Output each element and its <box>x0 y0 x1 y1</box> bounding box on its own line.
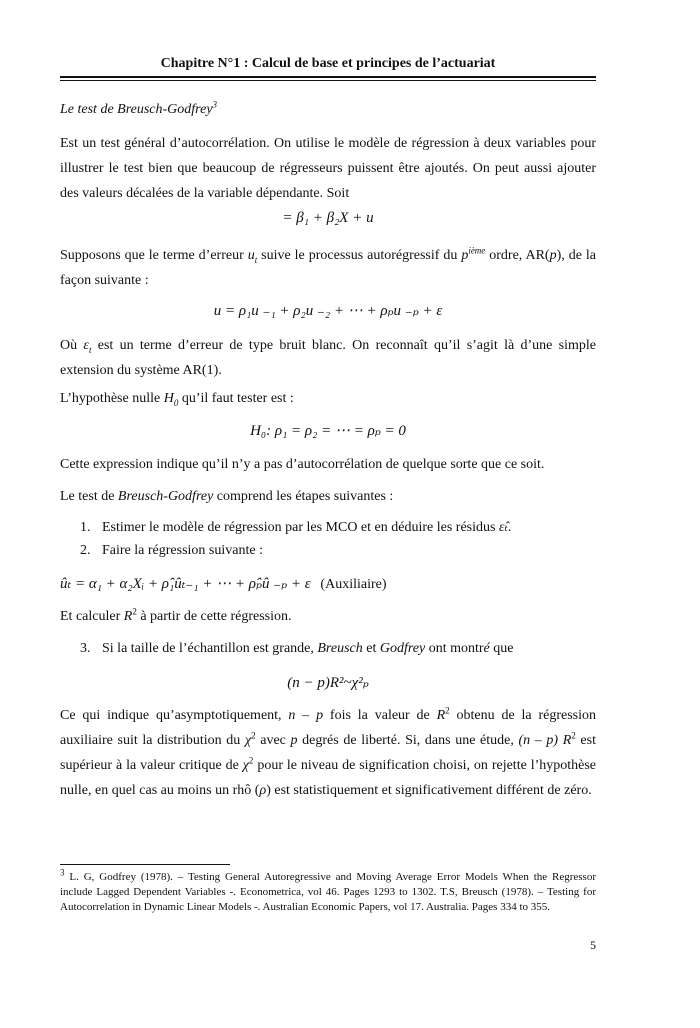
sup-ieme: ième <box>468 245 486 256</box>
var-p: p <box>461 248 469 263</box>
paragraph-null-hypothesis <box>60 386 596 411</box>
text: Le test de <box>60 489 118 504</box>
paragraph-compute-r2 <box>60 604 596 629</box>
list-item <box>80 519 511 536</box>
list-number: 2. <box>80 543 91 558</box>
var-n-minus-p: n – p <box>288 708 324 723</box>
test-name: Breusch-Godfrey <box>117 489 214 504</box>
list-number: 1. <box>80 520 91 535</box>
var-epsilon: ε <box>83 338 89 353</box>
footnote-ref: 3 <box>212 99 218 110</box>
section-title-text: Le test de Breusch-Godfrey <box>60 102 213 117</box>
equation-asymptotic: (n − p)R²~χ²ₚ <box>287 675 369 691</box>
list-number: 3. <box>80 641 91 656</box>
sup-2: 2 <box>132 606 137 617</box>
var-H: H <box>163 391 174 406</box>
text: L’hypothèse nulle <box>60 391 164 406</box>
equation-ar: u = ρ₁u ₋₁ + ρ₂u ₋₂ + ⋯ + ρₚu ₋ₚ + ε <box>213 303 443 319</box>
equation-h0: H₀: ρ₁ = ρ₂ = ⋯ = ρₚ = 0 <box>250 423 406 439</box>
paragraph-intro: Est un test général d’autocorrélation. On utilise le modèle de régression à deux variables pour illustrer le test bien que beaucoup de régresseurs puissent être ajoutés. On peut aussi ajouter des valeurs décalées de la variable dépendante. Soit <box>60 136 596 201</box>
text: ) est statistiquement et significativement différent de zéro. <box>266 783 592 798</box>
paragraph-steps-intro <box>60 484 596 509</box>
text: est un terme d’erreur de type bruit blanc. On reconnaît qu’il s’agit là d’une simple extension du système AR(1). <box>60 338 596 378</box>
text: ), de la façon suivante : <box>60 248 596 288</box>
text: fois la valeur de <box>323 708 437 723</box>
sub-t: t <box>254 254 258 265</box>
text: Si la taille de l’échantillon est grande, <box>102 641 318 656</box>
header-rule-thick <box>60 76 596 78</box>
sub-t: t <box>88 344 92 355</box>
sup-2: 2 <box>248 755 254 766</box>
var-rho: ρ <box>259 783 267 798</box>
var-p: p <box>290 733 298 748</box>
section-title <box>60 97 596 122</box>
text: ont montr <box>425 641 484 656</box>
auxiliary-formula: ûₜ = α₁ + α₂Xᵢ + ρ̂₁ûₜ₋₁ + ⋯ + ρ̂ₚû ₋ₚ + ε <box>60 576 311 592</box>
text: qu’il faut tester est : <box>178 391 294 406</box>
text: comprend les étapes suivantes : <box>213 489 394 504</box>
footnote-text: L. G, Godfrey (1978). – Testing General Autoregressive and Moving Average Error Models When the Regressor include Lagged Dependent Variables -. Econometrica, vol 46. Pages 1293 to 1302. T.S, Breusch (1978). – Testing for Autocorrelation in Dynamic Linear Models -. Australian Economic Papers, vol 17. Australia. Pages 334 to 355. <box>60 871 596 913</box>
text: Où <box>60 338 84 353</box>
list-item <box>80 641 513 657</box>
var-chi: χ <box>242 758 249 773</box>
text: . <box>507 520 512 535</box>
page-number: 5 <box>590 938 596 952</box>
sub-0: 0 <box>173 397 179 408</box>
var-R: R <box>123 609 133 624</box>
text: degrés de liberté. Si, dans une étude, <box>297 733 519 748</box>
auxiliary-label: (Auxiliaire) <box>320 577 387 592</box>
sup-2: 2 <box>445 705 450 716</box>
var-u: u <box>247 248 255 263</box>
text: suive le processus autorégressif du <box>257 248 462 263</box>
equation-model: = β₁ + β₂X + u <box>282 210 374 226</box>
chapter-header: Chapitre N°1 : Calcul de base et principes de l’actuariat <box>160 56 496 71</box>
text: pour le niveau de signification choisi, on rejette l’hypothèse nulle, en quel cas au moins un rhô ( <box>60 758 597 798</box>
paragraph-ar-process <box>60 243 596 293</box>
text: que <box>489 641 514 656</box>
text: é <box>483 641 490 656</box>
paragraph-no-autocorrelation: Cette expression indique qu’il n’y a pas d’autocorrélation de quelque sorte que ce soit. <box>60 457 545 472</box>
footnote-number: 3 <box>60 867 65 878</box>
text: Faire la régression suivante : <box>102 543 263 558</box>
var-residual: ε̂ₜ <box>498 520 508 535</box>
text: Supposons que le terme d’erreur <box>60 248 248 263</box>
text: est supérieur à la valeur critique de <box>60 733 596 773</box>
text: à partir de cette régression. <box>136 609 292 624</box>
list-item <box>80 543 263 559</box>
text: et <box>362 641 380 656</box>
text: Et calculer <box>60 609 124 624</box>
sup-2: 2 <box>571 730 576 741</box>
text: avec <box>255 733 291 748</box>
author-name: Godfrey <box>379 641 426 656</box>
footnote-rule <box>60 864 230 865</box>
text: obtenu de la régression auxiliaire suit la distribution du <box>60 708 597 748</box>
paragraph-white-noise <box>60 333 596 383</box>
text: ordre, AR( <box>485 248 550 263</box>
paragraph-conclusion <box>60 703 596 803</box>
sup-2: 2 <box>251 730 256 741</box>
var-p: p <box>549 248 557 263</box>
var-n-minus-p-R: (n – p) R <box>518 733 572 748</box>
var-chi: χ <box>244 733 252 748</box>
var-R: R <box>436 708 446 723</box>
text: Ce qui indique qu’asymptotiquement, <box>60 708 289 723</box>
footnote <box>60 867 596 915</box>
header-rule-thin <box>60 80 596 81</box>
text: Estimer le modèle de régression par les MCO et en déduire les résidus <box>102 520 499 535</box>
equation-auxiliary <box>60 574 596 593</box>
author-name: Breusch <box>317 641 363 656</box>
